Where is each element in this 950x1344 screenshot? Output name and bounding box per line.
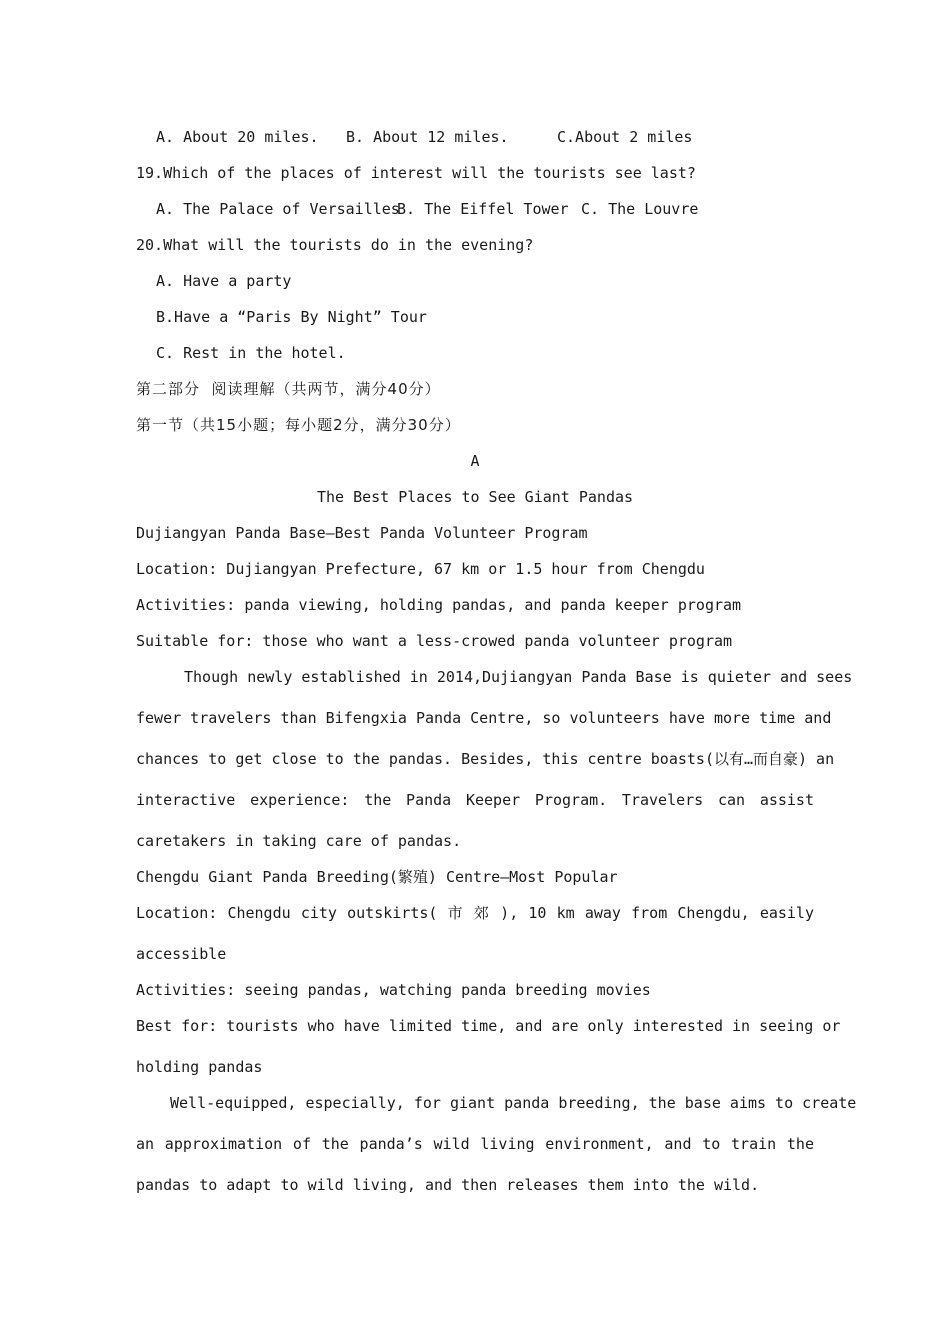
- place1-paragraph-line-3: [136, 749, 835, 769]
- q18-option-a: A. About 20 miles.: [156, 128, 319, 146]
- place1-paragraph-line-2: [136, 708, 832, 728]
- text-line: Location: Chengdu city outskirts( 市 郊 ), 10 km away from Chengdu, easily: [136, 904, 814, 922]
- place1-heading: Dujiangyan Panda Base—Best Panda Volunteer Program: [136, 524, 588, 542]
- place2-heading: Chengdu Giant Panda Breeding(繁殖) Centre—Most Popular: [136, 868, 618, 886]
- place1-paragraph-line-4: [136, 790, 814, 810]
- text-line: fewer travelers than Bifengxia Panda Centre, so volunteers have more time and: [136, 709, 832, 727]
- text-line: interactive experience: the Panda Keeper Program. Travelers can assist: [136, 791, 814, 809]
- place2-paragraph-line-1: [170, 1093, 857, 1113]
- q19-option-c: C. The Louvre: [581, 200, 699, 218]
- place2-paragraph-line-2: [136, 1134, 814, 1154]
- passage-letter: A: [470, 452, 480, 470]
- q19-option-a: A. The Palace of Versailles: [156, 200, 400, 218]
- q18-option-c: C.About 2 miles: [557, 128, 693, 146]
- q20-stem: 20.What will the tourists do in the evening?: [136, 236, 534, 254]
- section-1-heading: 第一节（共15小题；每小题2分，满分30分）: [136, 416, 461, 434]
- place1-paragraph-line-1: [184, 667, 853, 687]
- text-line: Best for: tourists who have limited time, and are only interested in seeing or: [136, 1017, 841, 1035]
- q18-option-b: B. About 12 miles.: [346, 128, 509, 146]
- place2-best-line-2: holding pandas: [136, 1058, 263, 1076]
- place1-suitable: Suitable for: those who want a less-crowed panda volunteer program: [136, 632, 733, 650]
- place2-location-line-2: accessible: [136, 945, 227, 963]
- text-line: an approximation of the panda’s wild living environment, and to train the: [136, 1135, 814, 1153]
- passage-title: The Best Places to See Giant Pandas: [316, 488, 634, 506]
- text-line: chances to get close to the pandas. Besides, this centre boasts(以有…而自豪) an: [136, 750, 835, 768]
- q19-stem: 19.Which of the places of interest will the tourists see last?: [136, 164, 696, 182]
- q20-option-b: B.Have a “Paris By Night” Tour: [156, 308, 427, 326]
- place2-activities: Activities: seeing pandas, watching panda breeding movies: [136, 981, 651, 999]
- q20-option-a: A. Have a party: [156, 272, 292, 290]
- place1-paragraph-line-5: caretakers in taking care of pandas.: [136, 832, 462, 850]
- place1-location: Location: Dujiangyan Prefecture, 67 km or 1.5 hour from Chengdu: [136, 560, 705, 578]
- text-line: Though newly established in 2014,Dujiangyan Panda Base is quieter and sees: [184, 668, 853, 686]
- q19-option-b: B. The Eiffel Tower: [397, 200, 569, 218]
- place1-activities: Activities: panda viewing, holding pandas, and panda keeper program: [136, 596, 742, 614]
- place2-best-line-1: [136, 1016, 841, 1036]
- text-line: Well-equipped, especially, for giant panda breeding, the base aims to create: [170, 1094, 857, 1112]
- place2-paragraph-line-3: pandas to adapt to wild living, and then releases them into the wild.: [136, 1176, 760, 1194]
- q20-option-c: C. Rest in the hotel.: [156, 344, 346, 362]
- section-part2-heading: 第二部分 阅读理解（共两节，满分40分）: [136, 380, 441, 398]
- place2-location-line-1: [136, 903, 814, 923]
